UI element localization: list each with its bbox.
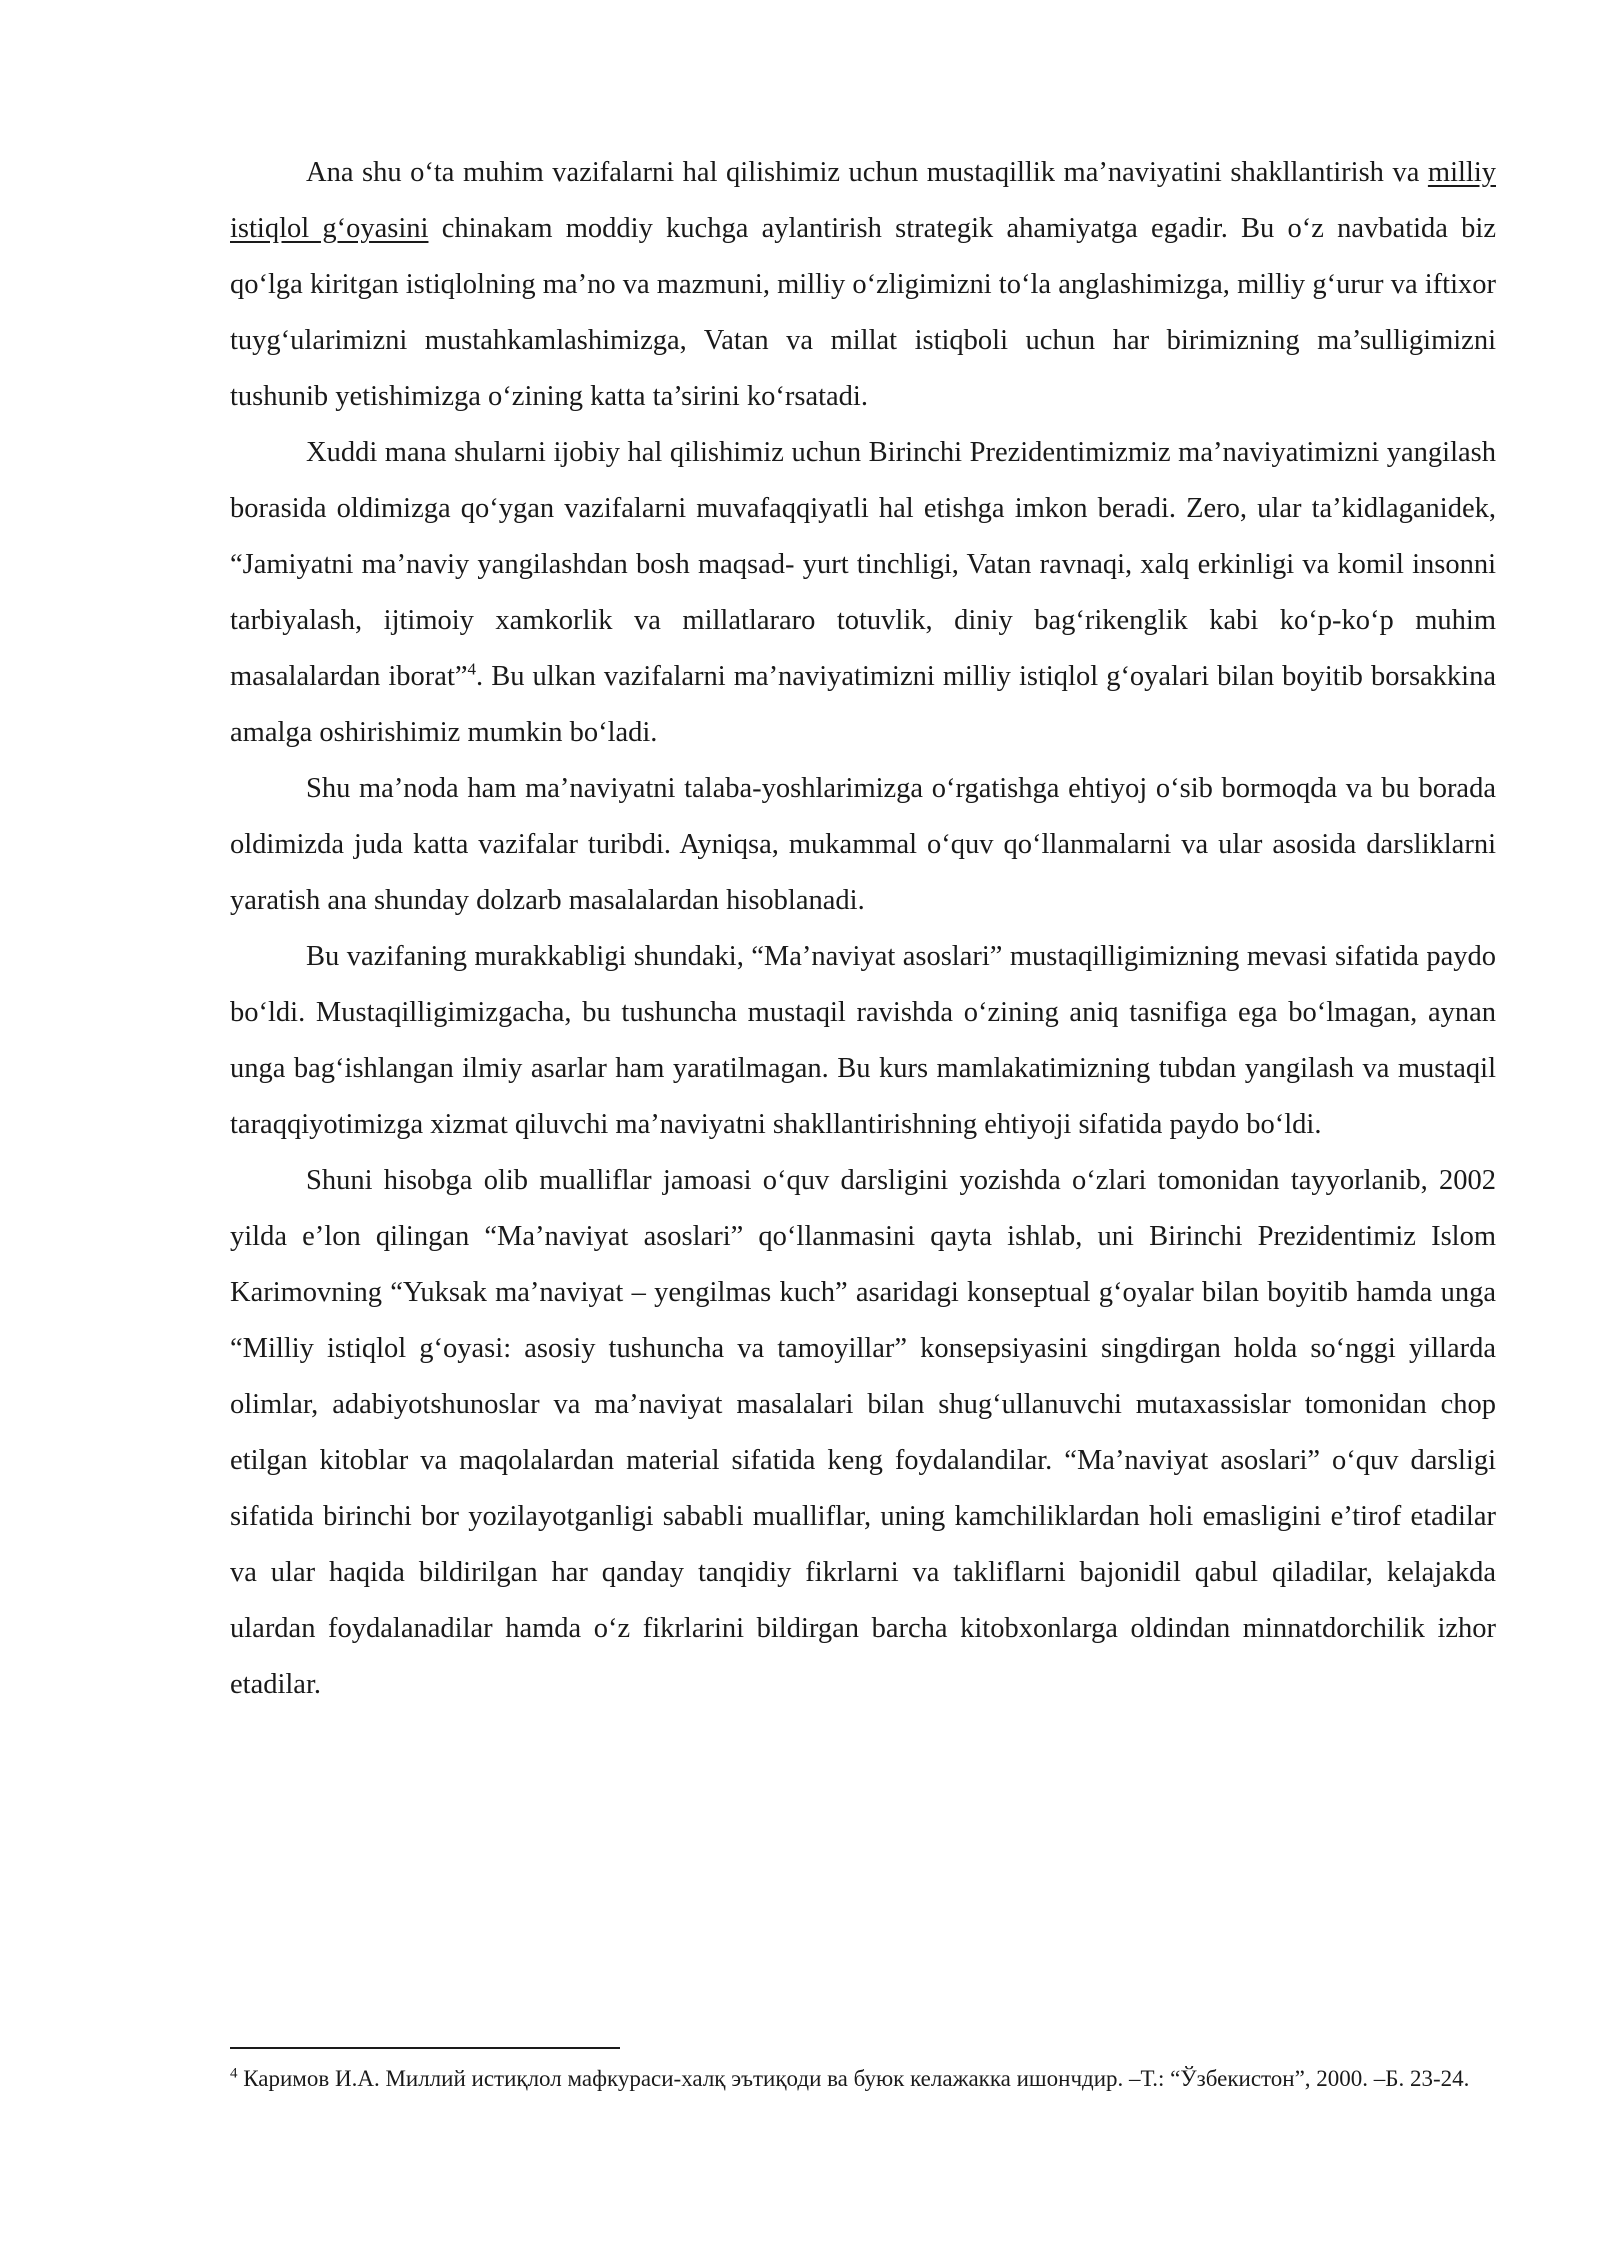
- paragraph-1-text-a: Ana shu o‘ta muhim vazifalarni hal qilishimiz uchun mustaqillik ma’naviyatini shakllantirish va: [306, 157, 1428, 188]
- paragraph-1-text-b: chinakam moddiy kuchga aylantirish strategik ahamiyatga egadir. Bu o‘z navbatida biz qo‘lga kiritgan istiqlolning ma’no va mazmuni, milliy o‘zligimizni to‘la anglashimizga, milliy g‘urur va iftixor tuyg‘ularimizni mustahkamlashimizga, Vatan va millat istiqboli uchun har birimizning ma’sulligimizni tushunib yetishimizga o‘zining katta ta’sirini ko‘rsatadi.: [230, 213, 1496, 412]
- paragraph-4: Bu vazifaning murakkabligi shundaki, “Ma’naviyat asoslari” mustaqilligimizning mevasi sifatida paydo bo‘ldi. Mustaqilligimizgacha, bu tushuncha mustaqil ravishda o‘zining aniq tasnifiga ega bo‘lmagan, aynan unga bag‘ishlangan ilmiy asarlar ham yaratilmagan. Bu kurs mamlakatimizning tubdan yangilash va mustaqil taraqqiyotimizga xizmat qiluvchi ma’naviyatni shakllantirishning ehtiyoji sifatida paydo bo‘ldi.: [230, 941, 1496, 1140]
- paragraph-3: Shu ma’noda ham ma’naviyatni talaba-yoshlarimizga o‘rgatishga ehtiyoj o‘sib bormoqda va bu borada oldimizda juda katta vazifalar turibdi. Ayniqsa, mukammal o‘quv qo‘llanmalarni va ular asosida darsliklarni yaratish ana shunday dolzarb masalalardan hisoblanadi.: [230, 773, 1496, 916]
- underlined-phrase: milliy istiqlol g‘oyasini: [230, 157, 1496, 244]
- paragraph-2-text-b: . Bu ulkan vazifalarni ma’naviyatimizni milliy istiqlol g‘oyalari bilan boyitib borsakkina amalga oshirishimiz mumkin bo‘ladi.: [230, 661, 1496, 748]
- paragraph-2: [230, 425, 1496, 761]
- paragraph-5: Shuni hisobga olib mualliflar jamoasi o‘quv darsligini yozishda o‘zlari tomonidan tayyorlanib, 2002 yilda e’lon qilingan “Ma’naviyat asoslari” qo‘llanmasini qayta ishlab, uni Birinchi Prezidentimiz Islom Karimovning “Yuksak ma’naviyat – yengilmas kuch” asaridagi konseptual g‘oyalar bilan boyitib hamda unga “Milliy istiqlol g‘oyasi: asosiy tushuncha va tamoyillar” konsepsiyasini singdirgan holda so‘nggi yillarda olimlar, adabiyotshunoslar va ma’naviyat masalalari bilan shug‘ullanuvchi mutaxassislar tomonidan chop etilgan kitoblar va maqolalardan material sifatida keng foydalandilar. “Ma’naviyat asoslari” o‘quv darsligi sifatida birinchi bor yozilayotganligi sababli mualliflar, uning kamchiliklardan holi emasligini e’tirof etadilar va ular haqida bildirilgan har qanday tanqidiy fikrlarni va takliflarni bajonidil qabul qiladilar, kelajakda ulardan foydalanadilar hamda o‘z fikrlarini bildirgan barcha kitobxonlarga oldindan minnatdorchilik izhor etadilar.: [230, 1165, 1496, 1700]
- footnote-reference: 4: [467, 659, 477, 679]
- footnote: [230, 2062, 1496, 2095]
- footnote-mark: 4: [230, 2065, 238, 2082]
- footnote-text: Каримов И.А. Миллий истиқлол мафкураси-халқ эътиқоди ва буюк келажакка ишончдир. –Т.: “Ўзбекистон”, 2000. –Б. 23-24.: [237, 2066, 1470, 2091]
- body-text: [230, 145, 1496, 1713]
- paragraph-1: [230, 145, 1496, 425]
- paragraph-2-text-a: Xuddi mana shularni ijobiy hal qilishimiz uchun Birinchi Prezidentimizmiz ma’naviyatimizni yangilash borasida oldimizga qo‘ygan vazifalarni muvafaqqiyatli hal etishga imkon beradi. Zero, ular ta’kidlaganidek, “Jamiyatni ma’naviy yangilashdan bosh maqsad- yurt tinchligi, Vatan ravnaqi, xalq erkinligi va komil insonni tarbiyalash, ijtimoiy xamkorlik va millatlararo totuvlik, diniy bag‘rikenglik kabi ko‘p-ko‘p muhim masalalardan iborat”: [230, 437, 1496, 692]
- footnote-separator: [230, 2047, 620, 2049]
